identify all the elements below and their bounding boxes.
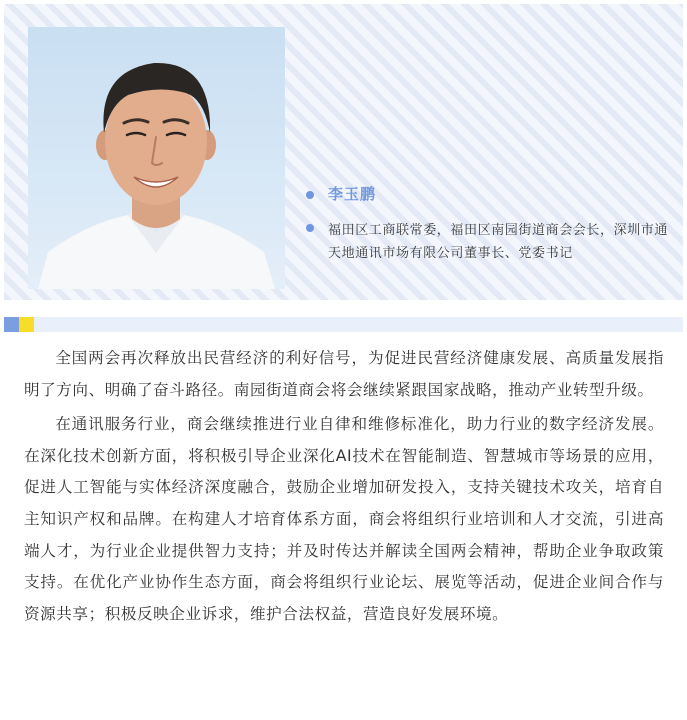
profile-title: 福田区工商联常委，福田区南园街道商会会长，深圳市通天地通讯市场有限公司董事长、党委书记 xyxy=(328,223,669,261)
section-divider xyxy=(4,317,683,332)
divider-yellow-square xyxy=(19,317,34,332)
profile-title-row xyxy=(306,219,668,265)
article-paragraph: 全国两会再次释放出民营经济的利好信号，为促进民营经济健康发展、高质量发展指明了方向、明确了奋斗路径。南园街道商会将会继续紧跟国家战略，推动产业转型升级。 xyxy=(24,349,664,399)
profile-name-row xyxy=(306,183,376,205)
portrait-photo xyxy=(28,27,285,289)
bullet-dot-icon xyxy=(306,224,314,232)
profile-name: 李玉鹏 xyxy=(328,185,377,203)
article-paragraph: 在通讯服务行业，商会继续推进行业自律和维修标准化，助力行业的数字经济发展。在深化技术创新方面，将积极引导企业深化AI技术在智能制造、智慧城市等场景的应用，促进人工智能与实体经济深度融合，鼓励企业增加研发投入，支持关键技术攻关，培育自主知识产权和品牌。在构建人才培育体系方面，商会将组织行业培训和人才交流，引进高端人才，为行业企业提供智力支持；并及时传达并解读全国两会精神，帮助企业争取政策支持。在优化产业协作生态方面，商会将组织行业论坛、展览等活动，促进企业间合作与资源共享；积极反映企业诉求，维护合法权益，营造良好发展环境。 xyxy=(24,415,664,623)
profile-card xyxy=(4,4,683,300)
divider-blue-square xyxy=(4,317,19,332)
article-body xyxy=(24,343,664,633)
bullet-dot-icon xyxy=(306,191,314,199)
